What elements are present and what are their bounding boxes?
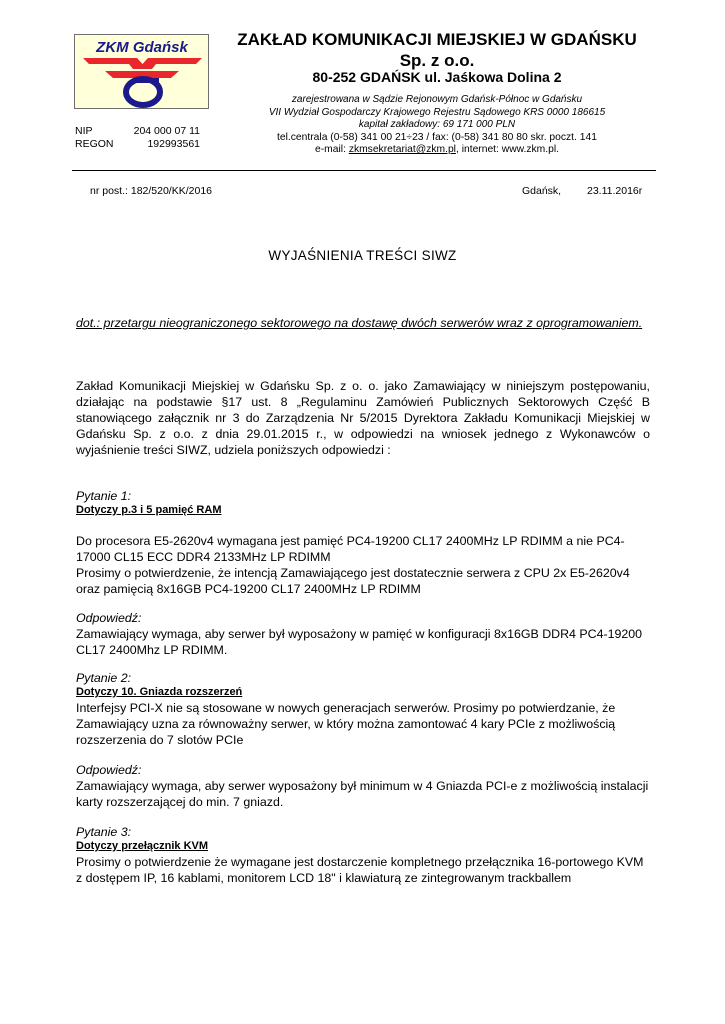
place: Gdańsk, bbox=[522, 185, 562, 197]
question-2-label: Pytanie 2: bbox=[76, 671, 132, 685]
nip-label: NIP bbox=[75, 125, 93, 137]
document-title: WYJAŚNIENIA TREŚCI SIWZ bbox=[268, 248, 457, 263]
company-address: 80-252 GDAŃSK ul. Jaśkowa Dolina 2 bbox=[312, 69, 562, 85]
registry-line-2: VII Wydział Gospodarczy Krajowego Rejestru Sądowego KRS 0000 186615 bbox=[268, 107, 606, 118]
zkm-logo-graphic bbox=[75, 35, 210, 110]
internet-text: , internet: www.zkm.pl. bbox=[455, 144, 559, 155]
question-3-topic: Dotyczy przełącznik KVM bbox=[76, 840, 209, 852]
company-name: ZAKŁAD KOMUNIKACJI MIEJSKIEJ W GDAŃSKU bbox=[237, 30, 637, 49]
question-1-label: Pytanie 1: bbox=[76, 489, 132, 503]
question-2-topic: Dotyczy 10. Gniazda rozszerzeń bbox=[76, 686, 243, 698]
capital-line: kapitał zakładowy: 69 171 000 PLN bbox=[358, 119, 516, 130]
answer-2-text: Zamawiający wymaga, aby serwer wyposażony był minimum w 4 Gniazda PCI-e z możliwością instalacji karty rozszerzającej do min. 7 gniazd. bbox=[76, 779, 649, 809]
company-logo bbox=[74, 34, 209, 109]
date: 23.11.2016r bbox=[587, 185, 643, 197]
email-line bbox=[212, 143, 662, 156]
question-2-text: Interfejsy PCI-X nie są stosowane w nowych generacjach serwerów. Prosimy po potwierdzanie, że Zamawiający uzna za równoważny serwer, w który można zamontować 4 kary PCIe z możliwością rozszerzenia do 7 slotów PCIe bbox=[76, 701, 616, 747]
answer-2-label: Odpowiedź: bbox=[76, 763, 142, 777]
question-1-text: Do procesora E5-2620v4 wymagana jest pamięć PC4-19200 CL17 2400MHz LP RDIMM a nie PC4-17000 CL15 ECC DDR4 2133MHz LP RDIMM bbox=[76, 534, 625, 564]
question-3-label: Pytanie 3: bbox=[76, 825, 132, 839]
header-divider bbox=[72, 170, 656, 171]
regon-value: 192993561 bbox=[147, 138, 200, 150]
reference-number: nr post.: 182/520/KK/2016 bbox=[90, 185, 213, 197]
nip-value: 204 000 07 11 bbox=[133, 125, 200, 137]
intro-paragraph: Zakład Komunikacji Miejskiej w Gdańsku Sp. z o. o. jako Zamawiający w niniejszym postępowaniu, działając na podstawie §17 ust. 8 „Regulaminu Zamówień Publicznych Sektorowych Część B stanowiącego załącznik nr 3 do Zarządzenia Nr 5/2015 Dyrektora Zakładu Komunikacji Miejskiej w Gdańsku Sp. z o.o. z dnia 29.01.2015 r., w odpowiedzi na wniosek jednego z Wykonawców o wyjaśnienie treści SIWZ, udziela poniższych odpowiedzi : bbox=[76, 379, 650, 457]
answer-1-text: Zamawiający wymaga, aby serwer był wyposażony w pamięć w konfiguracji 8x16GB DDR4 PC4-19200 CL17 2400Mhz LP RDIMM. bbox=[76, 627, 643, 657]
question-1-request: Prosimy o potwierdzenie, że intencją Zamawiającego jest dostatecznie serwera z CPU 2x E5-2620v4 oraz pamięcią 8x16GB PC4-19200 CL17 2400MHz LP RDIMM bbox=[76, 566, 630, 596]
company-form: Sp. z o.o. bbox=[399, 51, 475, 70]
phone-line: tel.centrala (0-58) 341 00 21÷23 / fax: (0-58) 341 80 80 skr. poczt. 141 bbox=[277, 132, 597, 143]
answer-1-label: Odpowiedź: bbox=[76, 611, 142, 625]
subject-line: dot.: przetargu nieograniczonego sektorowego na dostawę dwóch serwerów wraz z oprogramowaniem. bbox=[76, 316, 643, 330]
regon-label: REGON bbox=[75, 138, 114, 150]
registry-line-1: zarejestrowana w Sądzie Rejonowym Gdańsk-Północ w Gdańsku bbox=[291, 94, 583, 105]
question-3-text: Prosimy o potwierdzenie że wymagane jest dostarczenie kompletnego przełącznika 16-portowego KVM z dostępem IP, 16 kablami, monitorem LCD 18" i klawiaturą ze zintegrowanym trackballem bbox=[76, 855, 644, 885]
question-1-topic: Dotyczy p.3 i 5 pamięć RAM bbox=[76, 504, 222, 516]
email-label: e-mail: bbox=[315, 144, 346, 155]
logo-wordmark: ZKM Gdańsk bbox=[96, 39, 188, 56]
email-link[interactable]: zkmsekretariat@zkm.pl bbox=[348, 144, 456, 155]
